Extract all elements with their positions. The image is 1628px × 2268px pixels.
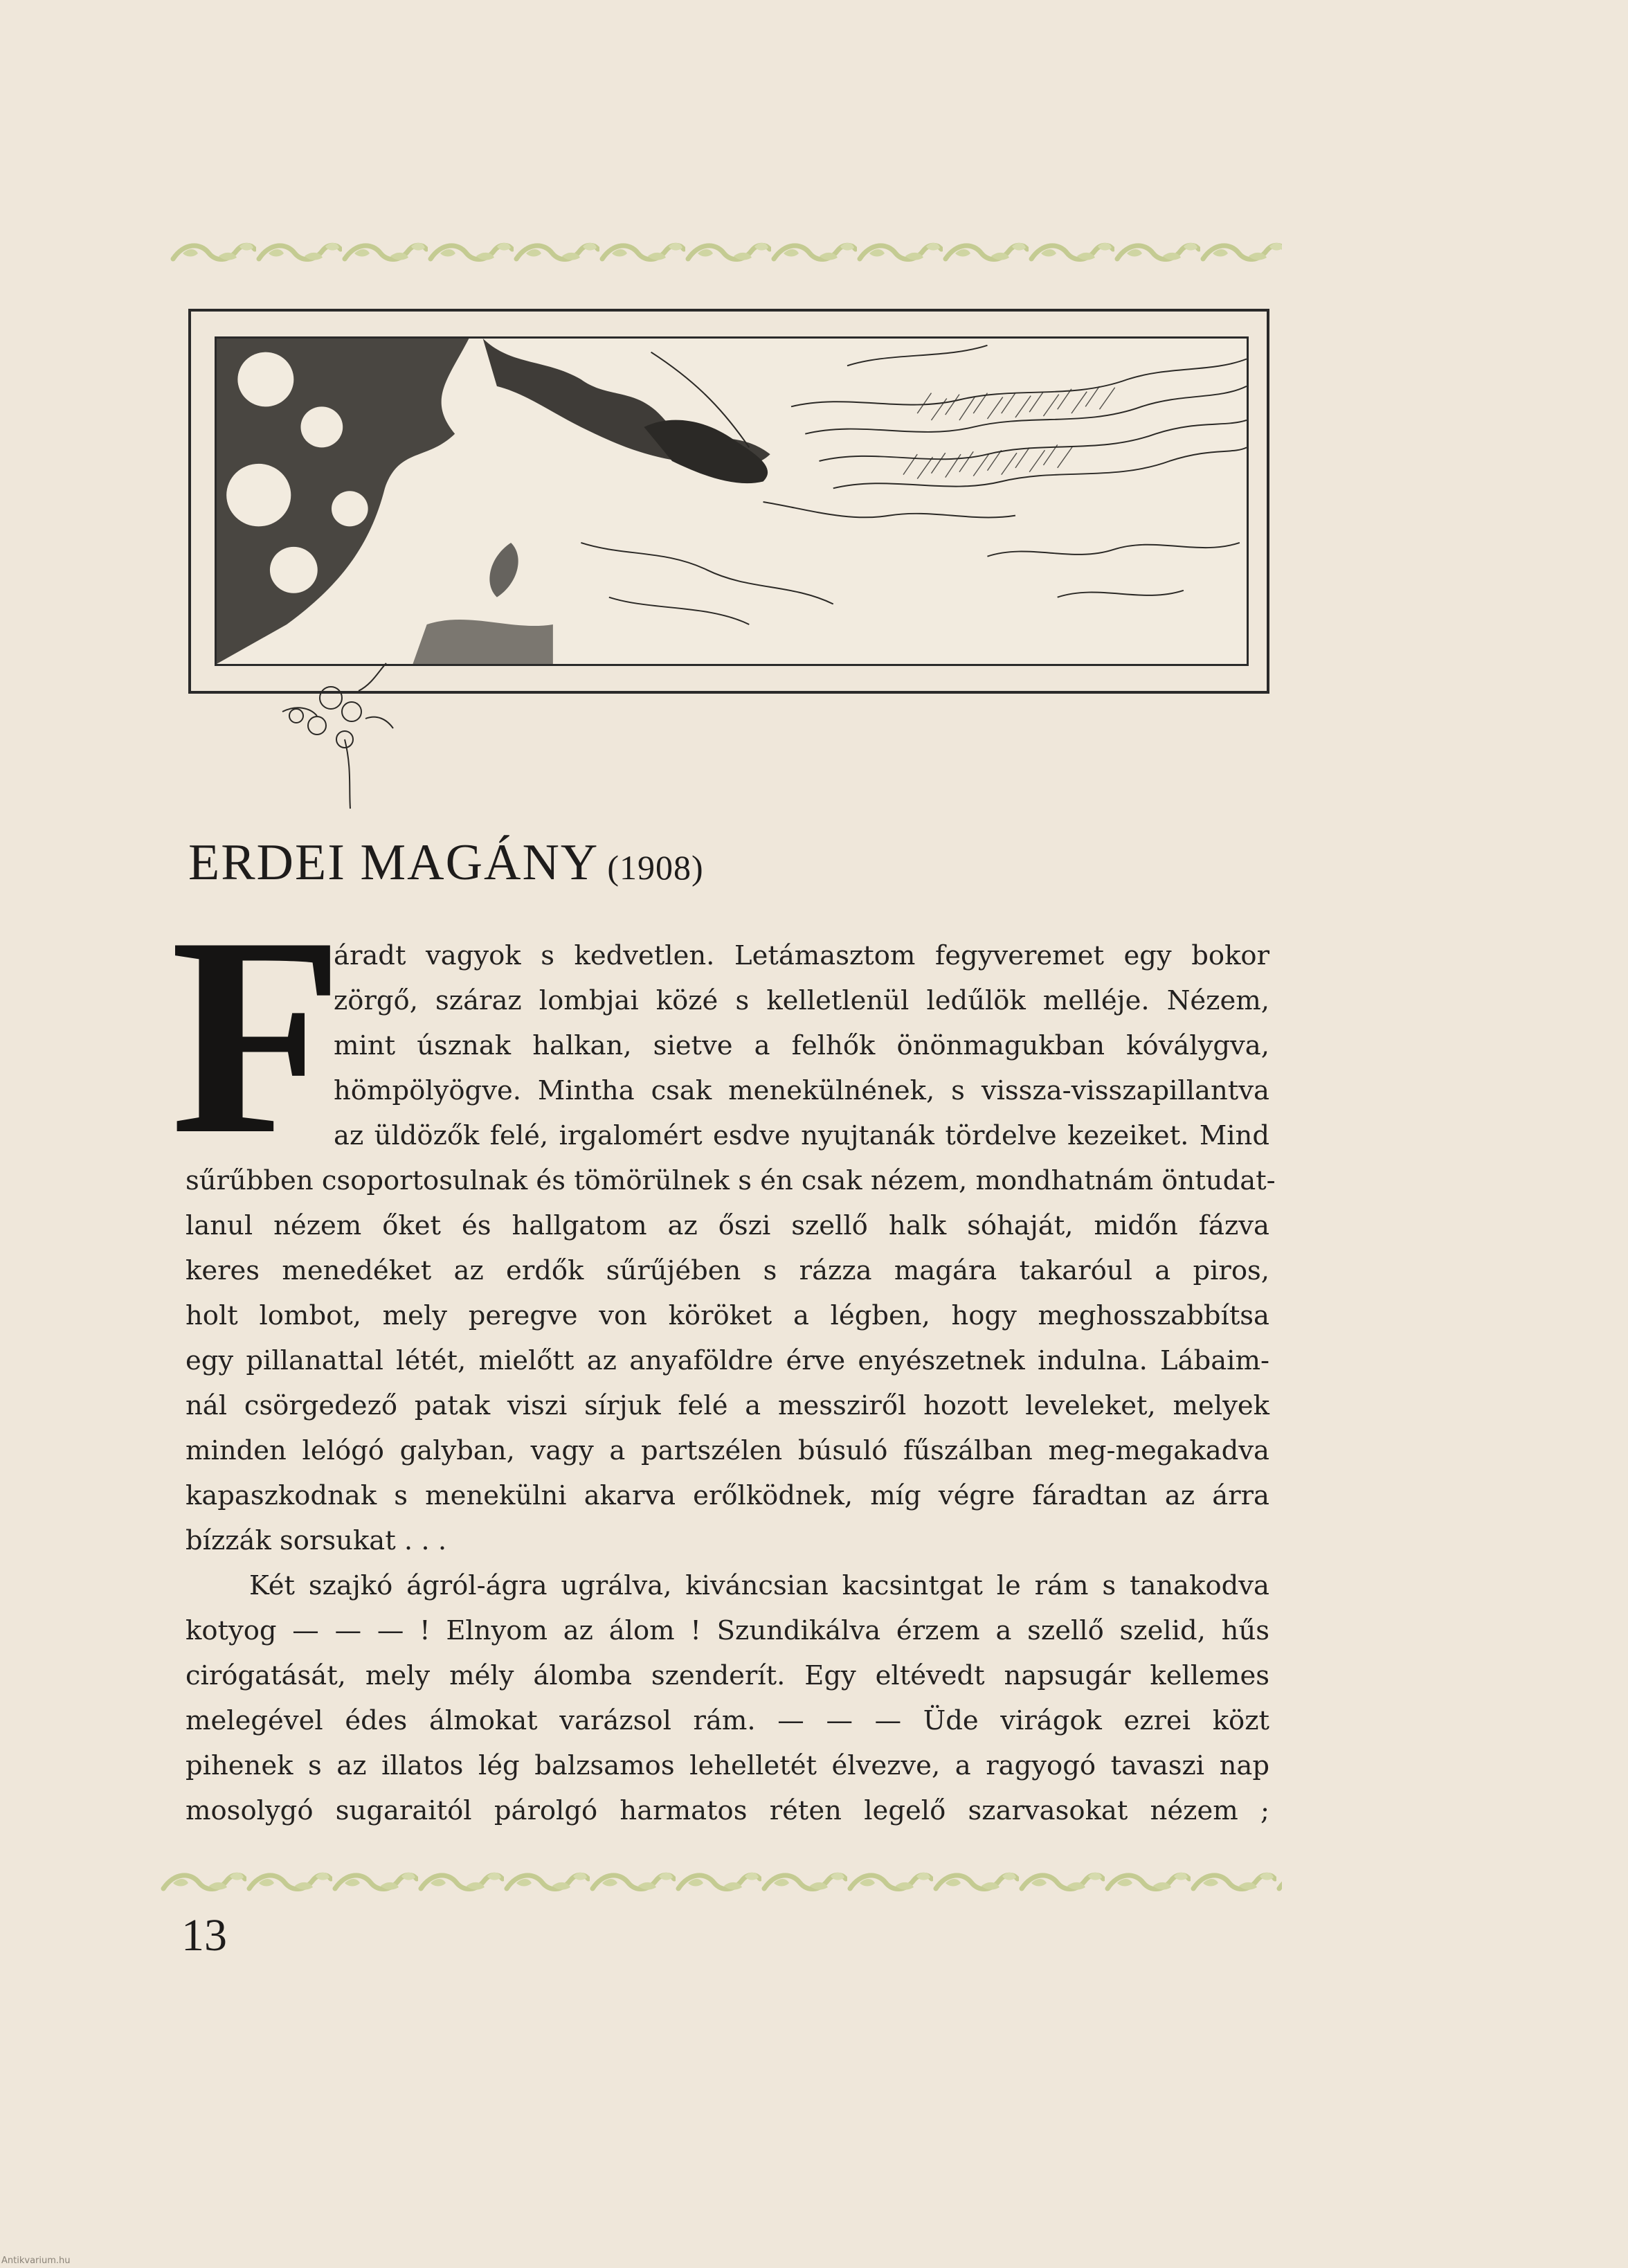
chapter-year: (1908) <box>607 848 704 887</box>
text-line: áradt vagyok s kedvetlen. Letámasztom fegyveremet egy bokor <box>334 940 1269 971</box>
drop-cap-text: F <box>170 879 344 1193</box>
text-line: nál csörgedező patak viszi sírjuk felé a messziről hozott leveleket, melyek <box>186 1390 1269 1421</box>
text-line: mosolygó sugaraitól párolgó harmatos réten legelő szarvasokat nézem ; <box>186 1795 1269 1826</box>
watermark: Antikvarium.hu <box>1 2256 71 2266</box>
text-line: melegével édes álmokat varázsol rám. — — — Üde virágok ezrei közt <box>186 1705 1269 1736</box>
text-line: kotyog — — — ! Elnyom az álom ! Szundikálva érzem a szellő szelid, hűs <box>186 1615 1269 1646</box>
text-line: keres menedéket az erdők sűrűjében s rázza magára takaróul a piros, <box>186 1255 1269 1286</box>
text-line: hömpölyögve. Mintha csak menekülnének, s vissza-visszapillantva <box>334 1075 1269 1106</box>
page-number: 13 <box>181 1910 227 1961</box>
body-text <box>186 933 1276 1833</box>
text-line: holt lombot, mely peregve von köröket a légben, hogy meghosszabbítsa <box>186 1300 1269 1331</box>
text-line: zörgő, száraz lombjai közé s kelletlenül ledűlök melléje. Nézem, <box>334 985 1269 1016</box>
text-line: pihenek s az illatos lég balzsamos lehelletét élvezve, a ragyogó tavaszi nap <box>186 1750 1269 1781</box>
text-line: mint úsznak halkan, sietve a felhők önönmagukban kóválygva, <box>334 1030 1269 1061</box>
text-line: lanul nézem őket és hallgatom az őszi szellő halk sóhaját, midőn fázva <box>186 1210 1269 1241</box>
vine-ornament-icon <box>161 1868 1282 1898</box>
text-line: bízzák sorsukat . . . <box>186 1525 447 1556</box>
illustration-frame <box>188 309 1269 694</box>
floral-flourish-icon <box>269 670 421 809</box>
text-line: egy pillanattal létét, mielőtt az anyaföldre érve enyészetnek indulna. Lábaim- <box>186 1345 1269 1376</box>
text-line: Két szajkó ágról-ágra ugrálva, kiváncsian kacsintgat le rám s tanakodva <box>249 1570 1269 1601</box>
vine-ornament-icon <box>170 238 1282 269</box>
text-line: kapaszkodnak s menekülni akarva erőlködnek, míg végre fáradtan az árra <box>186 1480 1269 1511</box>
landscape-engraving-icon <box>217 339 1247 664</box>
text-line: az üldözők felé, irgalomért esdve nyujtanák tördelve kezeiket. Mind <box>334 1120 1269 1151</box>
text-line: cirógatását, mely mély álomba szenderít. Egy eltévedt napsugár kellemes <box>186 1660 1269 1691</box>
landscape-illustration <box>215 336 1249 666</box>
text-line: sűrűbben csoportosulnak és tömörülnek s én csak nézem, mondhatnám öntudat- <box>186 1165 1276 1196</box>
floral-flourish <box>269 670 421 809</box>
chapter-title-text: ERDEI MAGÁNY <box>188 834 599 891</box>
top-ornament-band <box>170 238 1282 269</box>
bottom-ornament-band <box>161 1868 1282 1898</box>
text-line: minden lelógó galyban, vagy a partszélen búsuló fűszálban meg-megakadva <box>186 1435 1269 1466</box>
